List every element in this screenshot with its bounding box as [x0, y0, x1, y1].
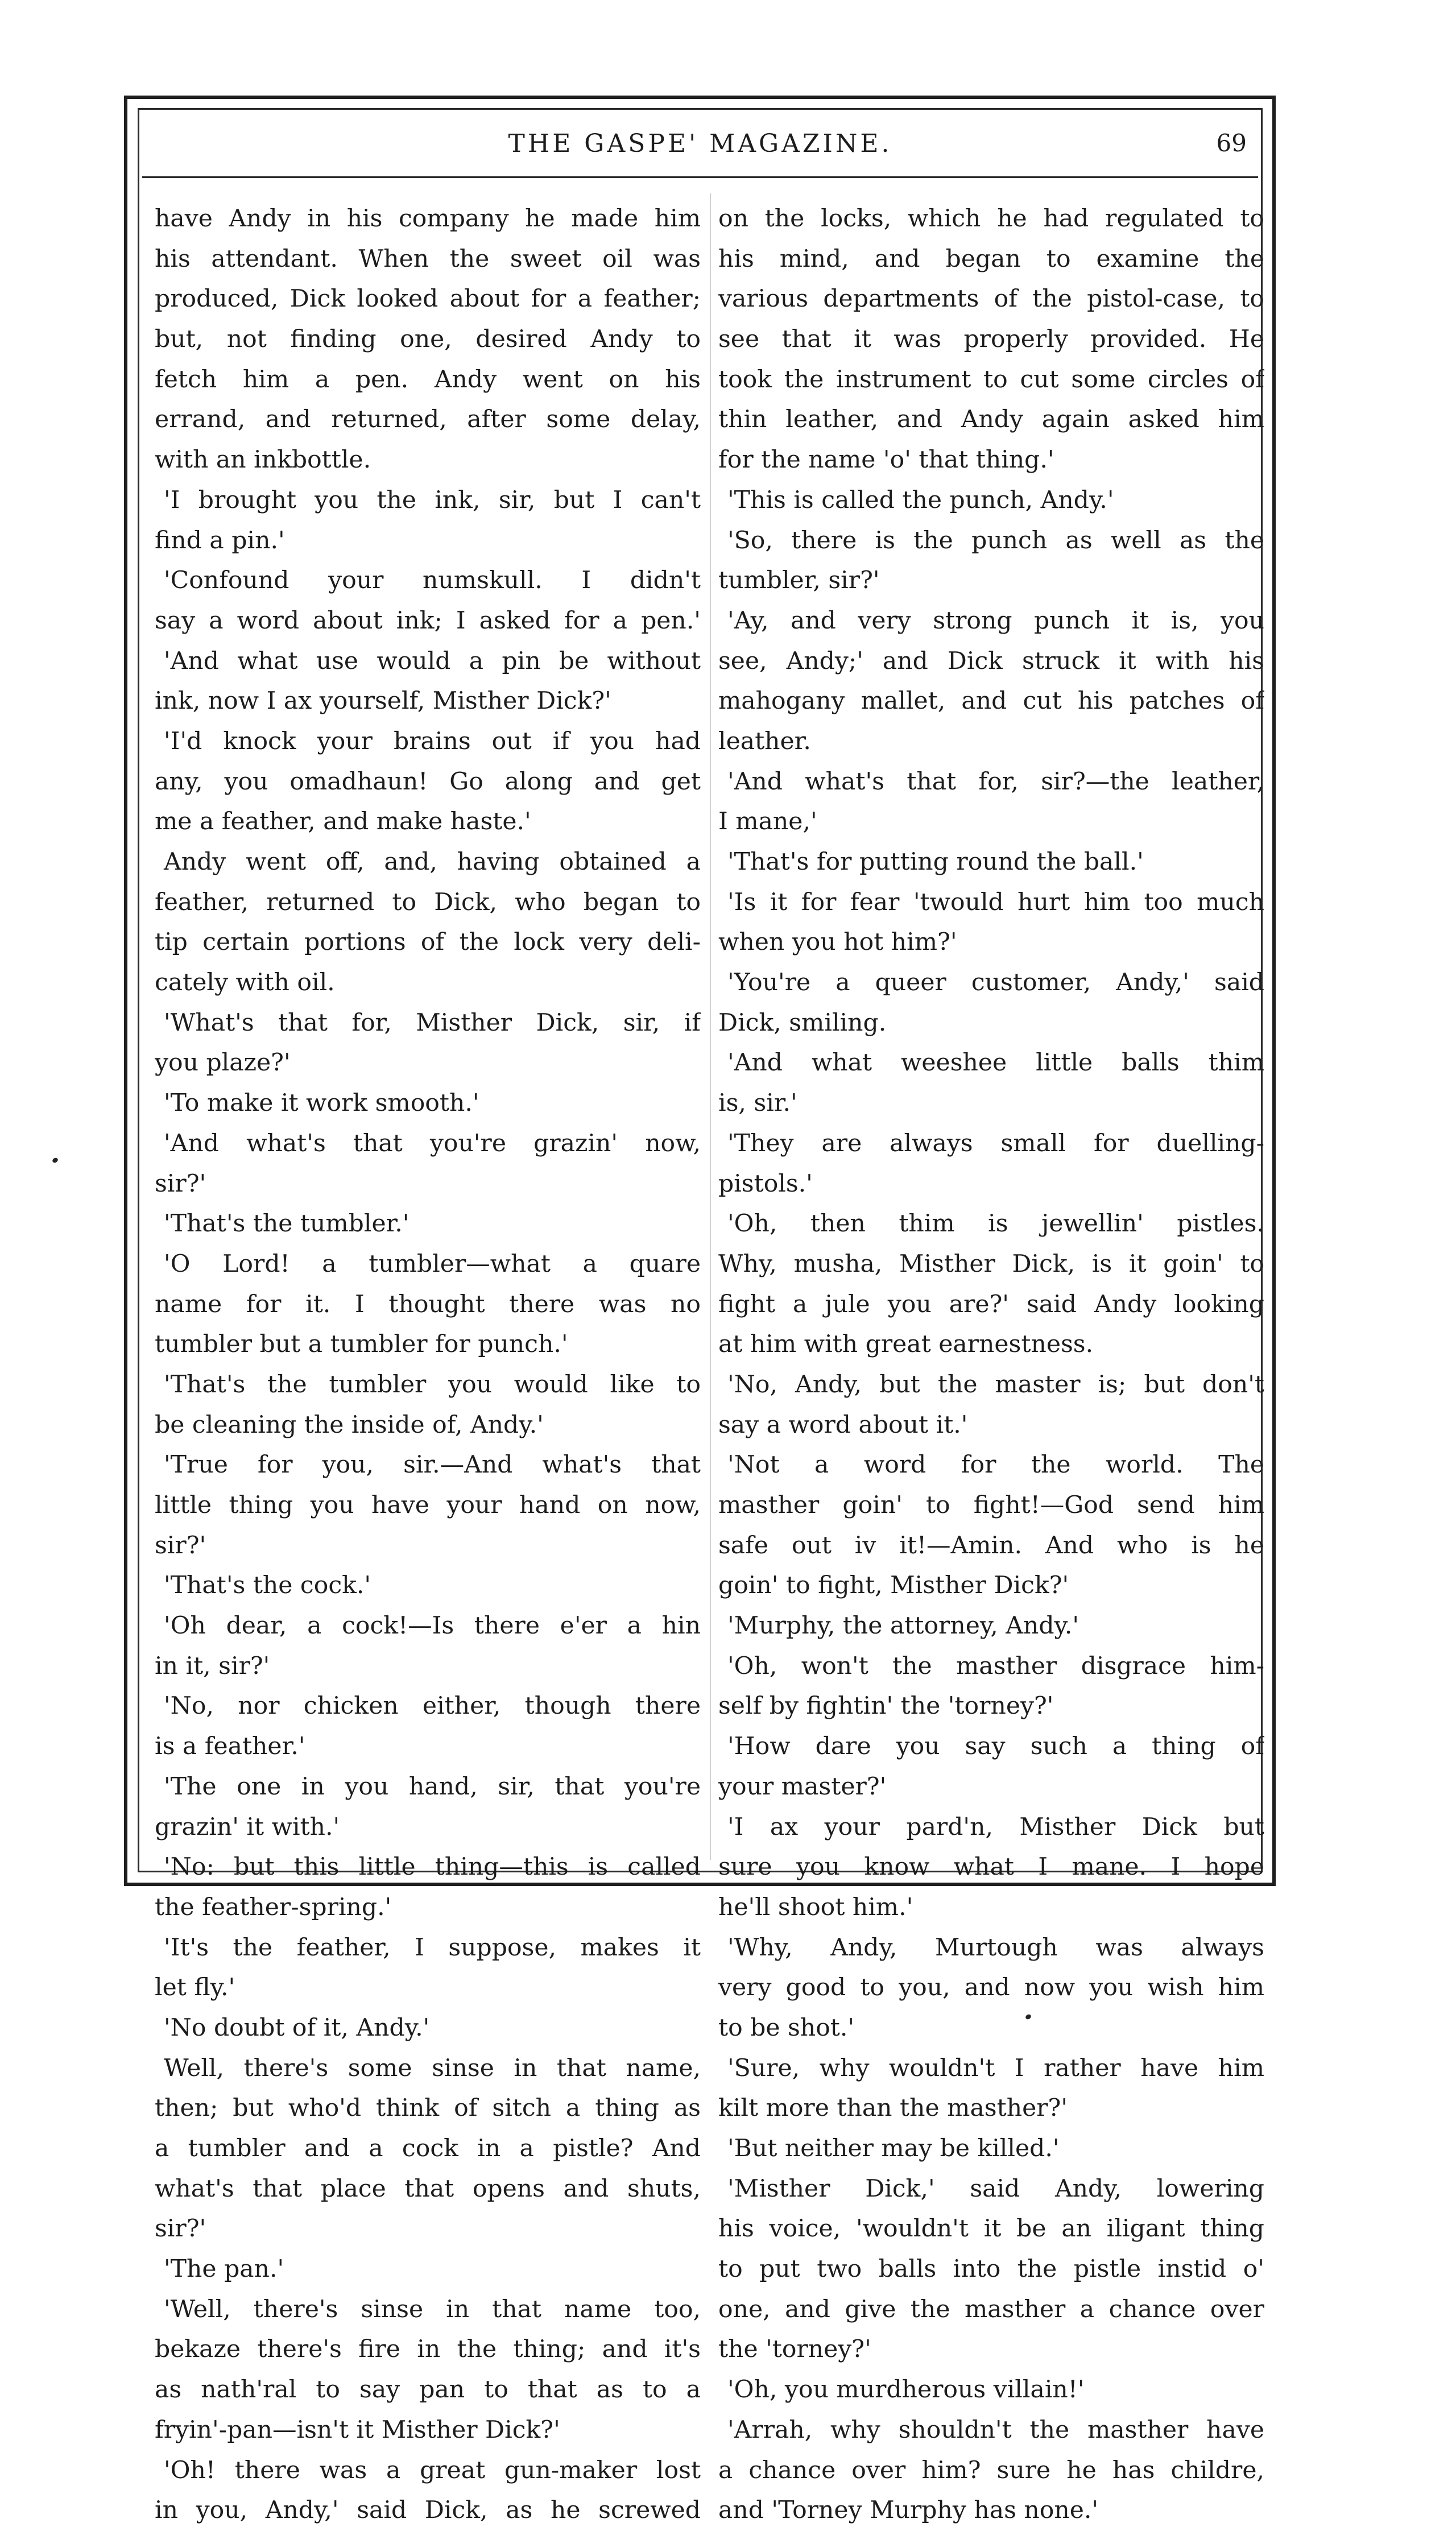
text-line: his voice, 'wouldn't it be an iligant thing — [718, 2215, 1264, 2243]
text-line: to put two balls into the pistle instid o' — [718, 2255, 1264, 2284]
text-line: what's that place that opens and shuts, — [155, 2174, 701, 2203]
text-line: took the instrument to cut some circles of — [718, 365, 1264, 394]
text-line: 'Ay, and very strong punch it is, you — [727, 606, 1264, 635]
header-rule — [142, 176, 1258, 178]
text-line: 'The pan.' — [164, 2255, 284, 2284]
text-line: Why, musha, Misther Dick, is it goin' to — [718, 1250, 1264, 1278]
text-line: 'And what weeshee little balls thim — [727, 1049, 1264, 1077]
text-line: 'I'd knock your brains out if you had — [164, 727, 701, 755]
text-line: I mane,' — [718, 808, 817, 836]
running-header — [142, 117, 1258, 173]
text-line: 'Confound your numskull. I didn't — [164, 566, 701, 595]
text-line: 'Oh, won't the masther disgrace him- — [727, 1652, 1264, 1680]
text-line: safe out iv it!—Amin. And who is he — [718, 1531, 1264, 1560]
text-line: you plaze?' — [155, 1049, 291, 1077]
text-line: 'Oh, then thim is jewellin' pistles. — [727, 1210, 1264, 1238]
text-line: in it, sir?' — [155, 1652, 270, 1680]
margin-speck — [52, 1157, 59, 1164]
text-line: 'Murphy, the attorney, Andy.' — [727, 1612, 1079, 1640]
text-line: 'True for you, sir.—And what's that — [164, 1451, 701, 1479]
text-line: produced, Dick looked about for a feather; — [155, 285, 701, 313]
text-line: 'O Lord! a tumbler—what a quare — [164, 1250, 701, 1278]
text-line: a tumbler and a cock in a pistle? And — [155, 2135, 701, 2162]
text-line: ink, now I ax yourself, Misther Dick?' — [155, 687, 611, 716]
text-line: tumbler, sir?' — [718, 566, 880, 595]
text-line: 'To make it work smooth.' — [164, 1089, 479, 1118]
text-line: 'What's that for, Misther Dick, sir, if — [164, 1008, 701, 1037]
text-line: sure you know what I mane. I hope — [718, 1853, 1264, 1881]
text-line: very good to you, and now you wish him — [718, 1974, 1264, 2002]
text-line: 'The one in you hand, sir, that you're — [164, 1772, 701, 1801]
text-line: sir?' — [155, 2215, 206, 2243]
text-line: when you hot him?' — [718, 928, 957, 957]
text-line: bekaze there's fire in the thing; and it's — [155, 2335, 701, 2364]
text-line: your master?' — [718, 1772, 887, 1801]
text-line: in you, Andy,' said Dick, as he screwed — [155, 2496, 701, 2525]
text-line: pistols.' — [718, 1169, 813, 1198]
text-line: thin leather, and Andy again asked him — [718, 406, 1264, 434]
text-line: 'You're a queer customer, Andy,' said — [727, 969, 1264, 997]
text-line: one, and give the masther a chance over — [718, 2295, 1264, 2323]
text-line: see that it was properly provided. He — [718, 325, 1264, 354]
text-line: but, not finding one, desired Andy to — [155, 325, 701, 354]
text-line: 'How dare you say such a thing of — [727, 1732, 1264, 1761]
text-line: 'Oh, you murdherous villain!' — [727, 2376, 1085, 2404]
text-line: 'This is called the punch, Andy.' — [727, 486, 1114, 514]
text-line: 'I ax your pard'n, Misther Dick but — [727, 1813, 1264, 1841]
text-line: is a feather.' — [155, 1732, 305, 1761]
text-line: sir?' — [155, 1531, 206, 1560]
text-line: 'Not a word for the world. The — [727, 1451, 1264, 1479]
text-line: 'That's the tumbler you would like to — [164, 1370, 701, 1399]
text-line: fetch him a pen. Andy went on his — [155, 365, 701, 394]
text-line: various departments of the pistol-case, to — [718, 285, 1264, 313]
text-line: find a pin.' — [155, 526, 285, 555]
text-line: 'I brought you the ink, sir, but I can't — [164, 486, 701, 514]
text-line: as nath'ral to say pan to that as to a — [155, 2376, 701, 2404]
text-line: 'That's the cock.' — [164, 1571, 371, 1600]
text-line: fight a jule you are?' said Andy looking — [718, 1290, 1264, 1318]
text-line: on the locks, which he had regulated to — [718, 205, 1264, 233]
text-line: any, you omadhaun! Go along and get — [155, 767, 701, 796]
text-line: and 'Torney Murphy has none.' — [718, 2496, 1099, 2525]
text-line: Well, there's some sinse in that name, — [164, 2054, 701, 2082]
text-line: kilt more than the masther?' — [718, 2094, 1068, 2123]
text-line: Andy went off, and, having obtained a — [164, 848, 701, 876]
text-line: he'll shoot him.' — [718, 1893, 913, 1921]
text-line: fryin'-pan—isn't it Misther Dick?' — [155, 2416, 560, 2444]
text-line: little thing you have your hand on now, — [155, 1491, 701, 1519]
text-line: 'It's the feather, I suppose, makes it — [164, 1933, 701, 1962]
text-line: is, sir.' — [718, 1089, 797, 1118]
text-line: 'Why, Andy, Murtough was always — [727, 1933, 1264, 1962]
text-line: 'And what use would a pin be without — [164, 647, 701, 675]
text-line: with an inkbottle. — [155, 446, 371, 474]
text-line: 'That's the tumbler.' — [164, 1210, 410, 1238]
text-line: sir?' — [155, 1169, 206, 1198]
text-line: self by fightin' the 'torney?' — [718, 1692, 1054, 1721]
page-number: 69 — [1216, 129, 1247, 157]
text-line: 'Well, there's sinse in that name too, — [164, 2295, 701, 2323]
text-line: see, Andy;' and Dick struck it with his — [718, 647, 1264, 675]
text-line: Dick, smiling. — [718, 1008, 887, 1037]
text-line: 'Is it for fear 'twould hurt him too much — [727, 888, 1264, 916]
text-line: me a feather, and make haste.' — [155, 808, 531, 836]
text-line: let fly.' — [155, 1974, 235, 2002]
text-line: 'They are always small for duelling- — [727, 1129, 1264, 1157]
text-line: the 'torney?' — [718, 2335, 871, 2364]
text-line: the feather-spring.' — [155, 1893, 392, 1921]
text-line: say a word about ink; I asked for a pen.' — [155, 606, 701, 635]
text-line: then; but who'd think of sitch a thing as — [155, 2094, 701, 2123]
text-line: a chance over him? sure he has childre, — [718, 2456, 1264, 2484]
text-line: errand, and returned, after some delay, — [155, 406, 701, 434]
text-line: goin' to fight, Misther Dick?' — [718, 1571, 1069, 1600]
right-column — [718, 199, 1264, 2531]
text-line: 'That's for putting round the ball.' — [727, 848, 1144, 876]
column-divider — [710, 193, 711, 1860]
text-line: feather, returned to Dick, who began to — [155, 888, 701, 916]
text-line: 'Oh! there was a great gun-maker lost — [164, 2456, 701, 2484]
text-line: leather. — [718, 727, 811, 755]
text-line: his attendant. When the sweet oil was — [155, 245, 701, 273]
text-line: grazin' it with.' — [155, 1813, 340, 1841]
magazine-title: THE GASPE' MAGAZINE. — [508, 129, 892, 158]
text-line: at him with great earnestness. — [718, 1330, 1094, 1359]
text-line: cately with oil. — [155, 969, 335, 997]
text-line: 'And what's that you're grazin' now, — [164, 1129, 701, 1157]
text-line: 'Oh dear, a cock!—Is there e'er a hin — [164, 1612, 701, 1640]
text-line: 'But neither may be killed.' — [727, 2135, 1060, 2162]
text-line: 'Misther Dick,' said Andy, lowering — [727, 2174, 1264, 2203]
text-line: 'No: but this little thing—this is called — [164, 1853, 701, 1881]
left-column — [155, 199, 701, 2531]
text-line: mahogany mallet, and cut his patches of — [718, 687, 1264, 716]
text-line: 'So, there is the punch as well as the — [727, 526, 1264, 555]
text-line: name for it. I thought there was no — [155, 1290, 701, 1318]
text-line: masther goin' to fight!—God send him — [718, 1491, 1264, 1519]
text-line: tip certain portions of the lock very deli- — [155, 928, 701, 957]
text-line: 'No doubt of it, Andy.' — [164, 2013, 430, 2042]
text-line: tumbler but a tumbler for punch.' — [155, 1330, 568, 1359]
text-line: be cleaning the inside of, Andy.' — [155, 1411, 544, 1439]
text-line: for the name 'o' that thing.' — [718, 446, 1054, 474]
text-line: 'And what's that for, sir?—the leather, — [727, 767, 1264, 796]
text-line: 'Sure, why wouldn't I rather have him — [727, 2054, 1264, 2082]
text-line: say a word about it.' — [718, 1411, 968, 1439]
text-line: 'Arrah, why shouldn't the masther have — [727, 2416, 1264, 2444]
text-line: his mind, and began to examine the — [718, 245, 1264, 273]
text-line: 'No, nor chicken either, though there — [164, 1692, 701, 1721]
text-line: 'No, Andy, but the master is; but don't — [727, 1370, 1264, 1399]
text-line: to be shot.' — [718, 2013, 855, 2042]
text-line: have Andy in his company he made him — [155, 205, 701, 233]
